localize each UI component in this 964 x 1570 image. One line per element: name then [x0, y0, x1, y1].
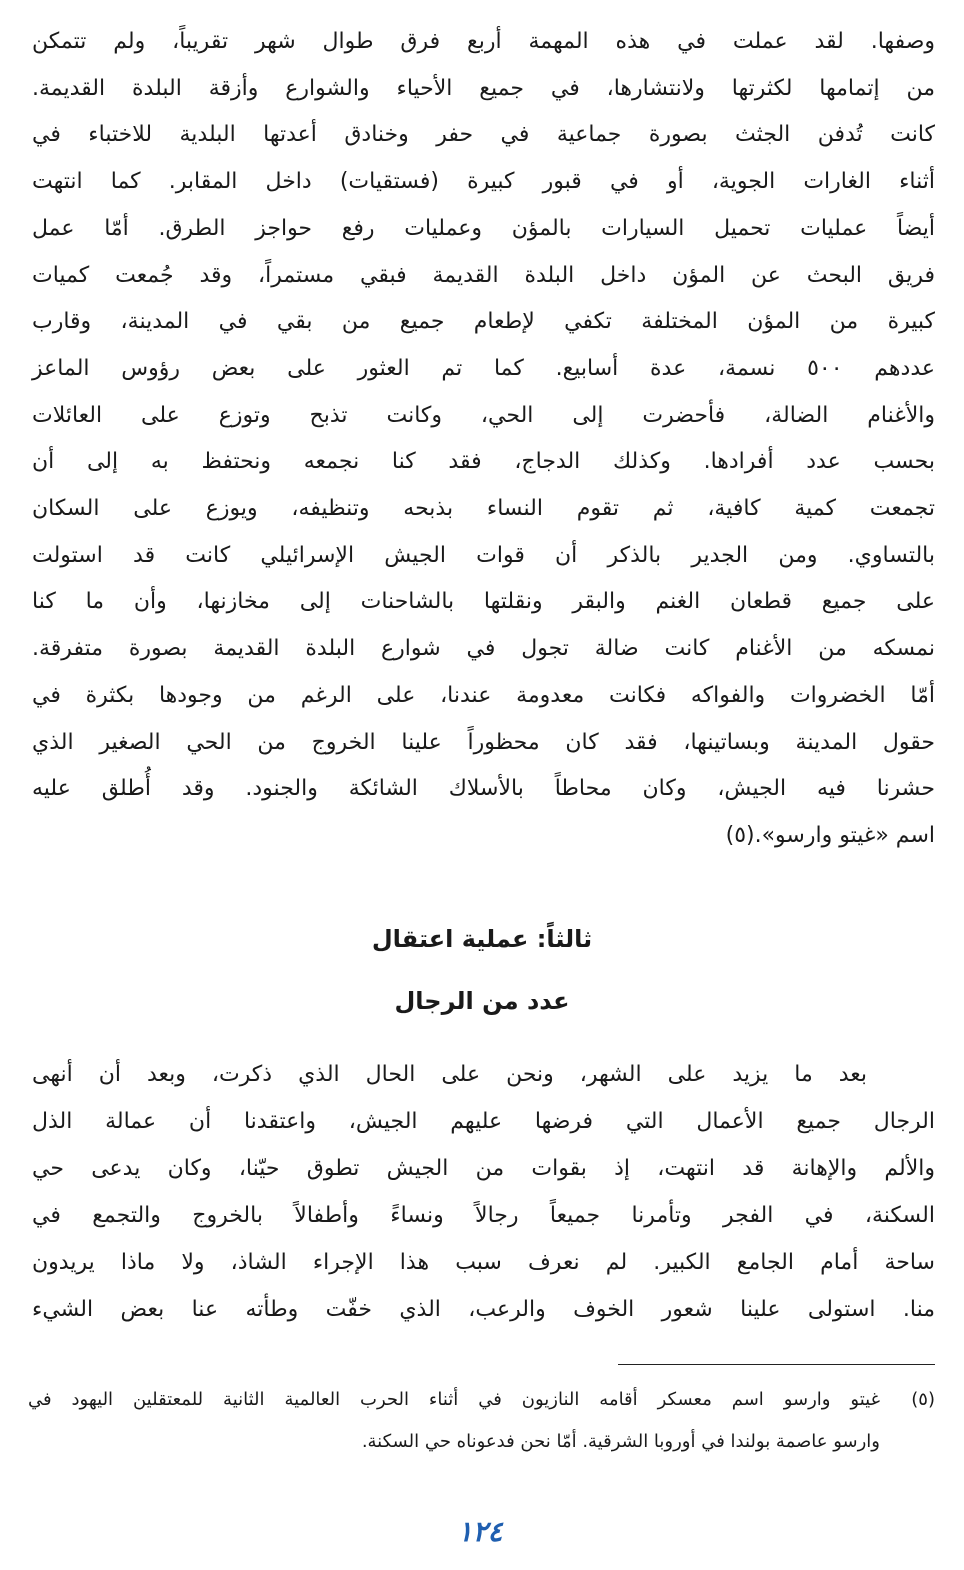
text-line: بعد ما يزيد على الشهر، ونحن على الحال الذي ذكرت، وبعد أن أنهى — [32, 1062, 867, 1087]
text-line: والأغنام الضالة، فأحضرت إلى الحي، وكانت تذبح وتوزع على العائلات — [32, 402, 935, 428]
text-line: اسم «غيتو وارسو».(٥) — [725, 822, 935, 848]
text-line: تجمعت كمية كافية، ثم تقوم النساء بذبحه وتنظيفه، ويوزع على السكان — [32, 496, 935, 521]
text-line: بالتساوي. ومن الجدير بالذكر أن قوات الجيش الإسرائيلي كانت قد استولت — [32, 542, 935, 568]
section-subheading: عدد من الرجال — [394, 987, 570, 1015]
footnote-line: غيتو وارسو اسم معسكر أقامه النازيون في أثناء الحرب العالمية الثانية للمعتقلين اليهود في — [28, 1389, 880, 1410]
section-heading: ثالثاً: عملية اعتقال — [371, 925, 593, 953]
text-line: ساحة أمام الجامع الكبير. لم نعرف سبب هذا الإجراء الشاذ، ولا ماذا يريدون — [32, 1250, 935, 1275]
text-line: فريق البحث عن المؤن داخل البلدة القديمة فبقي مستمراً، وقد جُمعت كميات — [32, 262, 935, 288]
text-line: وصفها. لقد عملت في هذه المهمة أربع فرق طوال شهر تقريباً، ولم تتمكن — [32, 29, 935, 54]
text-line: كانت تُدفن الجثث بصورة جماعية في حفر وخنادق أعدتها البلدية للاختباء في — [32, 122, 935, 148]
text-line: من إتمامها لكثرتها ولانتشارها، في جميع الأحياء والشوارع وأزقة البلدة القديمة. — [32, 75, 935, 101]
text-line: كبيرة من المؤن المختلفة تكفي لإطعام جميع من بقي في المدينة، وقارب — [32, 309, 935, 335]
text-line: منا. استولى علينا شعور الخوف والرعب، الذي خفّت وطأته عنا بعض الشيء — [32, 1297, 935, 1322]
text-line: الرجال جميع الأعمال التي فرضها عليهم الجيش، واعتقدنا أن عمالة الذل — [32, 1109, 935, 1134]
page-number: ١٢٤ — [457, 1515, 503, 1548]
text-line: أمّا الخضروات والفواكه فكانت معدومة عندنا، على الرغم من وجودها بكثرة في — [32, 682, 935, 708]
text-line: نمسكه من الأغنام كانت ضالة تجول في شوارع البلدة القديمة بصورة متفرقة. — [32, 636, 935, 662]
text-line: حقول المدينة وبساتينها، فقد كان محظوراً علينا الخروج من الحي الصغير الذي — [32, 729, 935, 755]
text-line: أيضاً عمليات تحميل السيارات بالمؤن وعمليات رفع حواجز الطرق. أمّا عمل — [32, 215, 935, 241]
text-line: حشرنا فيه الجيش، وكان محاطاً بالأسلاك الشائكة والجنود. وقد أُطلق عليه — [32, 776, 935, 802]
footnote-divider — [618, 1364, 935, 1365]
text-line: والألم والإهانة قد انتهت، إذ بقوات من الجيش تطوق حيّنا، وكان يدعى حي — [32, 1156, 935, 1181]
text-line: عددهم ٥٠٠ نسمة، عدة أسابيع. كما تم العثور على بعض رؤوس الماعز — [32, 355, 935, 381]
footnote-marker: (٥) — [911, 1389, 935, 1410]
footnote-line: وارسو عاصمة بولندا في أوروبا الشرقية. أمّا نحن فدعوناه حي السكنة. — [361, 1431, 880, 1452]
text-line: بحسب عدد أفرادها. وكذلك الدجاج، فقد كنا نجمعه ونحتفظ به إلى أن — [32, 449, 935, 475]
text-line: على جميع قطعان الغنم والبقر ونقلتها بالشاحنات إلى مخازنها، وأن ما كنا — [32, 589, 935, 615]
text-line: السكنة، في الفجر وتأمرنا جميعاً رجالاً ونساءً وأطفالاً بالخروج والتجمع في — [32, 1203, 935, 1228]
text-line: أثناء الغارات الجوية، أو في قبور كبيرة (فستقيات) داخل المقابر. كما انتهت — [32, 169, 935, 195]
